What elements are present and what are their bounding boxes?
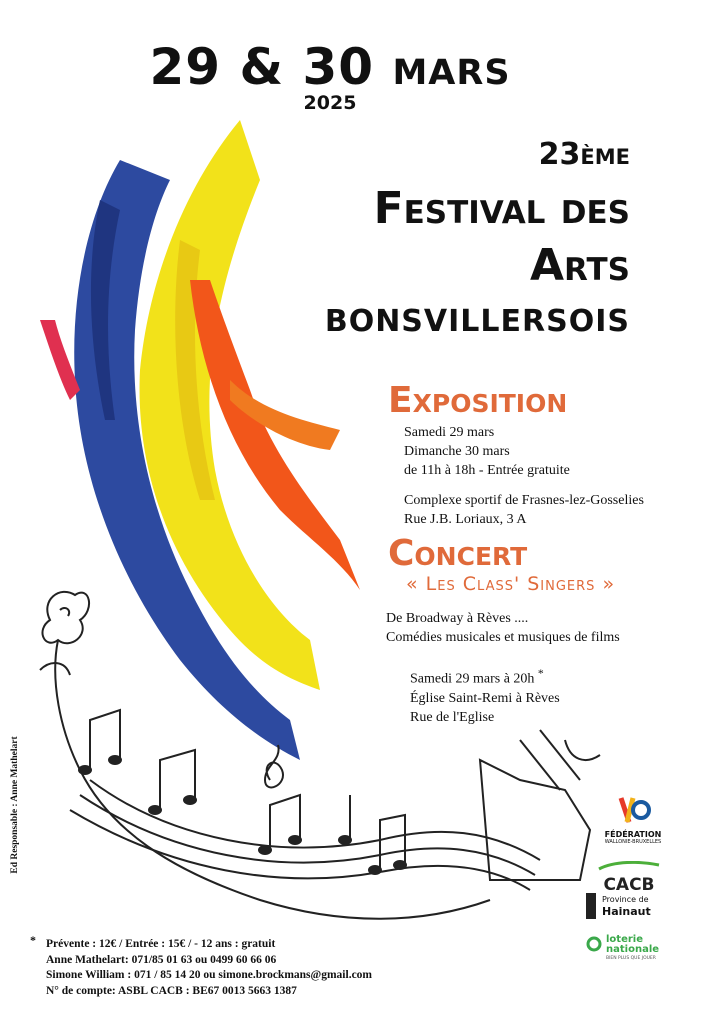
concert-subtitle: « Les Class' Singers »: [406, 573, 616, 595]
footer-line: Prévente : 12€ / Entrée : 15€ / - 12 ans : gratuit: [46, 938, 276, 950]
exposition-title: Exposition: [388, 380, 568, 421]
concert-line: Samedi 29 mars à 20h *: [410, 667, 544, 687]
venue-line: Rue J.B. Loriaux, 3 A: [404, 512, 527, 527]
publisher-credit: Ed Responsable : Anne Mathelart: [10, 736, 20, 874]
cacb-logo: CACB: [594, 856, 664, 895]
festival-title-line-2: Arts: [529, 240, 630, 291]
federation-icon: [603, 794, 663, 826]
footer-asterisk: *: [30, 933, 36, 947]
footer-line: Simone William : 071 / 85 14 20 ou simone.brockmans@gmail.com: [46, 969, 373, 981]
event-year: 2025: [303, 92, 357, 114]
hainaut-crest-icon: [584, 893, 598, 919]
footer-line: Anne Mathelart: 071/85 01 63 ou 0499 60 66 06: [46, 953, 277, 966]
event-dates: 29 & 30 mars: [149, 38, 511, 96]
venue-line: Complexe sportif de Frasnes-lez-Gosselies: [404, 493, 644, 508]
cacb-swoosh-icon: [594, 861, 664, 871]
loterie-icon: [586, 936, 602, 952]
exposition-schedule: [404, 423, 570, 480]
footer-line: N° de compte: ASBL CACB : BE67 0013 5663 1387: [46, 984, 297, 997]
festival-title-line-3: BONSVILLERSOIS: [324, 304, 630, 339]
concert-schedule: [410, 664, 560, 727]
concert-line: Église Saint-Remi à Rèves: [410, 690, 560, 706]
concert-title: Concert: [388, 533, 528, 574]
description-line: De Broadway à Rèves ....: [386, 611, 529, 626]
exposition-venue: [404, 491, 644, 529]
description-line: Comédies musicales et musiques de films: [386, 630, 620, 645]
exposition-line: de 11h à 18h - Entrée gratuite: [404, 463, 570, 478]
exposition-line: Dimanche 30 mars: [404, 444, 510, 459]
footer-info: [46, 937, 372, 999]
festival-title-line-1: Festival des: [373, 183, 630, 234]
exposition-line: Samedi 29 mars: [404, 425, 495, 440]
edition-number: 23ème: [538, 137, 630, 172]
concert-line: Rue de l'Eglise: [410, 709, 495, 725]
concert-description: [386, 609, 620, 647]
federation-logo: FÉDÉRATION WALLONIE-BRUXELLES: [603, 794, 663, 845]
